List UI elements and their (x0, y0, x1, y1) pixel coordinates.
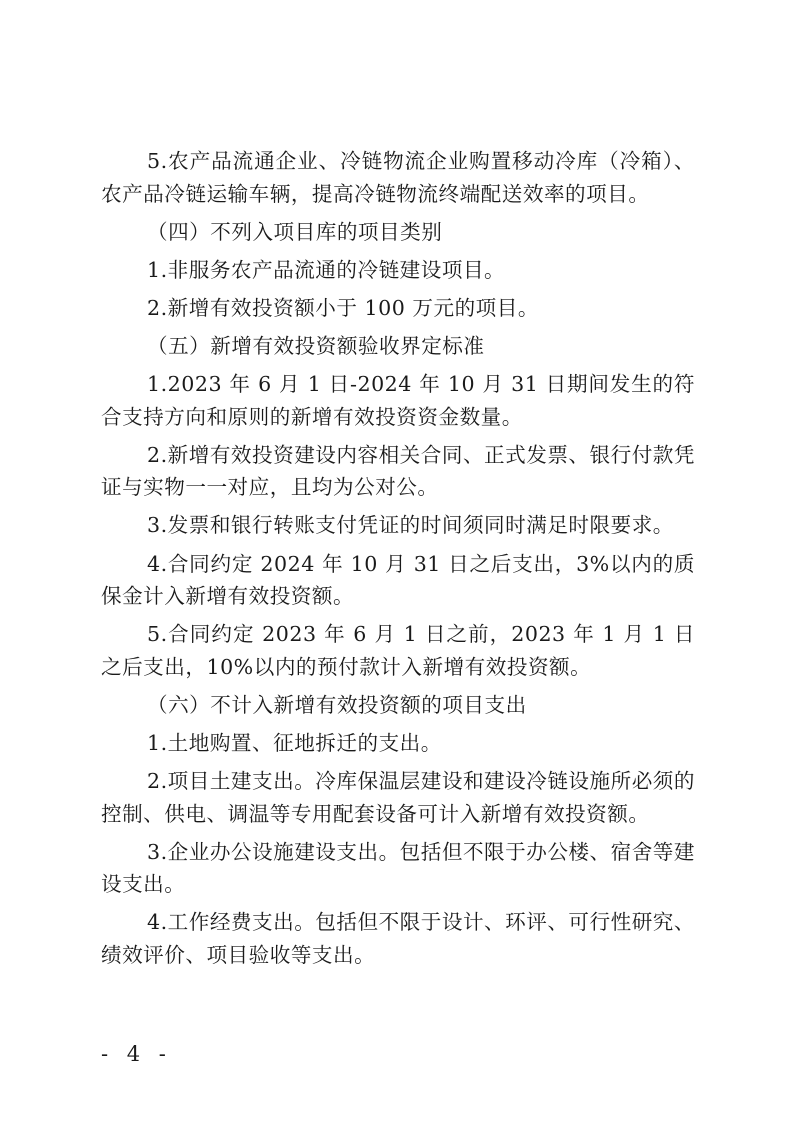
page-number: - 4 - (101, 1042, 172, 1066)
section-heading-6: （六）不计入新增有效投资额的项目支出 (147, 692, 527, 717)
paragraph-expense-1: 1.土地购置、征地拆迁的支出。 (147, 731, 442, 755)
section-heading-4: （四）不列入项目库的项目类别 (147, 219, 443, 244)
paragraph-expense-3: 3.企业办公设施建设支出。包括但不限于办公楼、宿舍等建设支出。 (101, 839, 695, 897)
paragraph-expense-2: 2.项目土建支出。冷库保温层建设和建设冷链设施所必须的控制、供电、调温等专用配套设备可计入新增有效投资额。 (101, 769, 695, 826)
paragraph-standard-2: 2.新增有效投资建设内容相关合同、正式发票、银行付款凭证与实物一一对应，且均为公对公。 (101, 442, 695, 500)
document-body (101, 145, 695, 972)
section-heading-5: （五）新增有效投资额验收界定标准 (147, 333, 485, 358)
paragraph-standard-5: 5.合同约定 2023 年 6 月 1 日之前，2023 年 1 月 1 日之后支出，10%以内的预付款计入新增有效投资额。 (101, 622, 695, 679)
paragraph-excluded-1: 1.非服务农产品流通的冷链建设项目。 (147, 257, 506, 282)
paragraph-standard-4: 4.合同约定 2024 年 10 月 31 日之后支出，3%以内的质保金计入新增有效投资额。 (101, 551, 695, 609)
paragraph-excluded-2: 2.新增有效投资额小于 100 万元的项目。 (147, 295, 539, 320)
paragraph-item-5-cold-storage: 5.农产品流通企业、冷链物流企业购置移动冷库（冷箱）、农产品冷链运输车辆，提高冷链物流终端配送效率的项目。 (101, 149, 695, 206)
paragraph-standard-1: 1.2023 年 6 月 1 日-2024 年 10 月 31 日期间发生的符合支持方向和原则的新增有效投资资金数量。 (101, 372, 695, 429)
paragraph-expense-4: 4.工作经费支出。包括但不限于设计、环评、可行性研究、绩效评价、项目验收等支出。 (101, 910, 695, 968)
paragraph-standard-3: 3.发票和银行转账支付凭证的时间须同时满足时限要求。 (147, 513, 674, 538)
